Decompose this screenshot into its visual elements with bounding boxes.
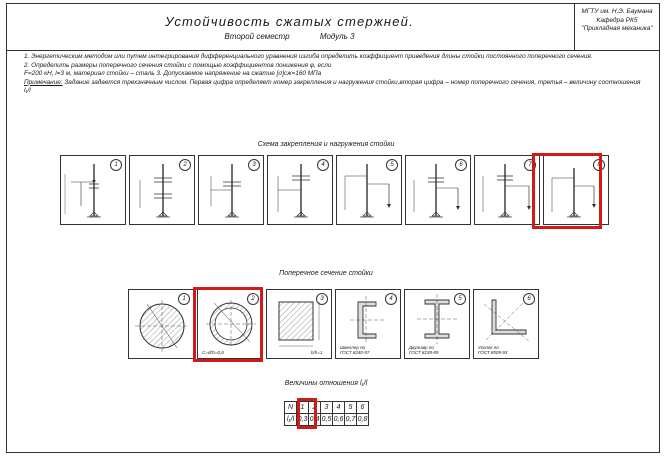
- task-text: [24, 53, 644, 96]
- department-name: Кафедра РК5: [596, 16, 638, 24]
- schemes-row: [60, 155, 600, 227]
- section-2-highlight: [193, 287, 263, 362]
- scheme-7-number: 7: [524, 159, 536, 171]
- section-1-number: 1: [178, 293, 190, 305]
- task-item-2: 2. Определить размеры поперечного сечения стойки с помощью коэффициентов понижения φ, если: [24, 61, 332, 69]
- ratio-cell: 0,6: [333, 414, 345, 426]
- section-6-label-line1: Уголок по: [478, 345, 499, 350]
- scheme-1[interactable]: [60, 155, 126, 225]
- section-6-label-line2: ГОСТ 8509-93: [478, 350, 508, 355]
- ratio-caption: Величины отношения l₁/l: [284, 380, 368, 387]
- ratio-cell: 5: [345, 402, 357, 414]
- ratio-cell: 6: [357, 402, 369, 414]
- section-5-gost-label: [409, 345, 438, 355]
- university-name: МГТУ им. Н.Э. Баумана: [581, 8, 653, 15]
- scheme-5[interactable]: [336, 155, 402, 225]
- scheme-2[interactable]: [129, 155, 195, 225]
- ratio-cell: 1: [297, 402, 309, 414]
- scheme-6[interactable]: [405, 155, 471, 225]
- ratio-cell: 3: [321, 402, 333, 414]
- scheme-8-highlight: [532, 153, 602, 229]
- task-note: [24, 79, 644, 96]
- section-6-gost-label: [478, 345, 507, 355]
- semester-label: Второй семестр: [224, 32, 290, 41]
- section-3-square[interactable]: [266, 289, 332, 359]
- scheme-3[interactable]: [198, 155, 264, 225]
- ratio-cell: 0,3: [297, 414, 309, 426]
- course-name: "Прикладная механика": [581, 25, 653, 32]
- sections-row: [128, 289, 538, 359]
- scheme-8-number: 8: [593, 159, 605, 171]
- module-label: Модуль 3: [319, 32, 355, 41]
- scheme-5-number: 5: [386, 159, 398, 171]
- ratio-cell: 2: [309, 402, 321, 414]
- section-5-number: 5: [454, 293, 466, 305]
- ratio-cell: 0,7: [345, 414, 357, 426]
- task-item-1: 1. Энергетическим методом или путем интегрирования дифференциального уравнения изгиба определить коэффициент приведения длины стойки постоянного поперечного сечения.: [24, 53, 593, 60]
- ratio-1-highlight: [297, 398, 317, 429]
- section-3-ratio-label: b/h=1: [311, 350, 323, 355]
- ratio-cell: N: [285, 402, 297, 414]
- section-6-number: 6: [523, 293, 535, 305]
- section-2-ratio-label: C=d/D=0,8: [202, 350, 224, 355]
- task-item-3: F=200 кН, l=3 м, материал стойки – сталь 3. Допускаемое напряжение на сжатие [σ]сж=160 МПа: [24, 70, 322, 77]
- title-block: [7, 4, 659, 51]
- ratio-cell: 4: [333, 402, 345, 414]
- scheme-2-number: 2: [179, 159, 191, 171]
- scheme-3-number: 3: [248, 159, 260, 171]
- section-4-channel[interactable]: [335, 289, 401, 359]
- ratio-cell: 0,5: [321, 414, 333, 426]
- schemes-caption: Схема закрепления и нагружения стойки: [257, 141, 395, 148]
- sections-caption: Поперечное сечение стойки: [279, 270, 373, 277]
- ratio-cell: 0,8: [357, 414, 369, 426]
- section-3-number: 3: [316, 293, 328, 305]
- section-5-label-line1: Двутавр по: [409, 345, 434, 350]
- scheme-4-number: 4: [317, 159, 329, 171]
- scheme-1-number: 1: [110, 159, 122, 171]
- section-5-i-beam[interactable]: [404, 289, 470, 359]
- section-4-label-line2: ГОСТ 8240-97: [340, 350, 370, 355]
- section-4-number: 4: [385, 293, 397, 305]
- section-1-solid-circle[interactable]: [128, 289, 194, 359]
- sheet-title: Устойчивость сжатых стержней.: [165, 14, 414, 29]
- note-label: Примечание:: [24, 78, 63, 86]
- scheme-4[interactable]: [267, 155, 333, 225]
- section-4-gost-label: [340, 345, 369, 355]
- scheme-7[interactable]: [474, 155, 540, 225]
- ratio-cell: l₁/l: [285, 414, 297, 426]
- section-6-angle[interactable]: [473, 289, 539, 359]
- scheme-6-number: 6: [455, 159, 467, 171]
- sheet-subtitle: [7, 32, 572, 41]
- note-text: Задание задается трехзначным числом. Первая цифра определяет номер закрепления и нагружения стойки,вторая цифра – номер поперечного сечения, третья – величину соотношения l₁/l: [24, 78, 641, 94]
- organization-block: [574, 4, 659, 50]
- section-5-label-line2: ГОСТ 8239-89: [409, 350, 439, 355]
- section-2-number: 2: [247, 293, 259, 305]
- ratio-cell: 0,4: [309, 414, 321, 426]
- section-4-label-line1: Швеллер по: [340, 345, 366, 350]
